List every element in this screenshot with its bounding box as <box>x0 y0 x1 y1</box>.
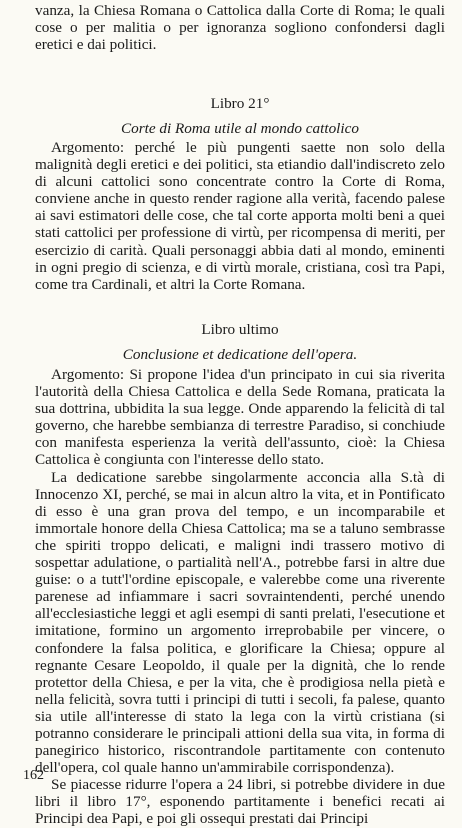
dedicazione-paragraph: La dedicatione sarebbe singolarmente acconcia alla S.tà di Innocenzo XI, perché, se mai in alcun altro la vita, et in Pontificato di esso è una gran prova del tempo, e un incomparabile et immortale honore della Chiesa Cattolica; ma se a taluno sembrasse che spiriti troppo delicati, e maligni indi trassero motivo di sospettar adulatione, o partialità nell'A., potrebbe farsi in altre due guise: o a tutt'l'ordine episcopale, e valerebbe come una riverente parenese ad infiammare i sacri sovraintendenti, perché unendo all'ecclesiastiche leggi et agli esempi di santi prelati, l'esecutione et imitatione, formino un argomento irreprobabile per vincere, o confondere la falsa politica, e glorificare la Chiesa; oppure al regnante Cesare Leopoldo, il quale per la dignità, che lo rende protettor della Chiesa, e per la vita, che è prodigiosa nella pietà e nella felicità, sovra tutti i principi di tutti i secoli, fa palese, quanto sia utile all'interesse di stato la lega con la virtù cristiana (si potranno considerare le principali attioni della sua vita, in forma di panegirico historico, riscontrandole partitamente con contenuto dell'opera, col quale hanno un'ammirabile corrispondenza). <box>35 468 445 777</box>
libro-ultimo-text-block <box>35 366 445 828</box>
libro21-subtitle: Corte di Roma utile al mondo cattolico <box>121 120 359 137</box>
libro21-text-block <box>35 139 445 293</box>
libro21-argomento: Argomento: perché le più pungenti saette non solo della malignità degli eretici e dei politici, sta etiandio dall'indiscreto zelo di alcuni cattolici sono concentrate contro la Corte di Roma, conviene anche in questo render ragione alla verità, facendo palese ai savi estimatori delle cose, che tal corte apporta molti beni a quei stati cattolici per professione di virtù, per ricompensa di meriti, per esercizio di carità. Quali personaggi abbia dati al mondo, eminenti in ogni pregio di scienza, e di virtù morale, cristiana, così tra Papi, come tra Cardinali, et altri la Corte Romana. <box>35 139 445 293</box>
page-number: 162 <box>23 768 44 783</box>
divisione-paragraph: Se piacesse ridurre l'opera a 24 libri, si potrebbe dividere in due libri il libro 17°, esponendo partitamente i benefici recati ai Principi dea Papi, e poi gli ossequi prestati dai Principi <box>35 776 445 828</box>
libro21-heading: Libro 21° <box>210 95 270 112</box>
opening-paragraph: vanza, la Chiesa Romana o Cattolica dalla Corte di Roma; le quali cose o per malitia o per ignoranza sogliono confondersi dagli eretici e dai politici. <box>35 2 445 54</box>
libro-ultimo-subtitle: Conclusione et dedicatione dell'opera. <box>122 346 358 363</box>
libro-ultimo-heading: Libro ultimo <box>201 321 279 338</box>
libro-ultimo-argomento: Argomento: Si propone l'idea d'un principato in cui sia riverita l'autorità della Chiesa Cattolica e della Sede Romana, praticata la sua dottrina, ubbidita la sua legge. Onde apparendo la felicità di tal governo, che harebbe sembianza di terrestre Paradiso, si conchiude con manifesta esperienza la verità dell'assunto, cioè: la Chiesa Cattolica è congiunta con l'interesse dello stato. <box>35 366 445 469</box>
opening-text-block <box>35 2 445 53</box>
